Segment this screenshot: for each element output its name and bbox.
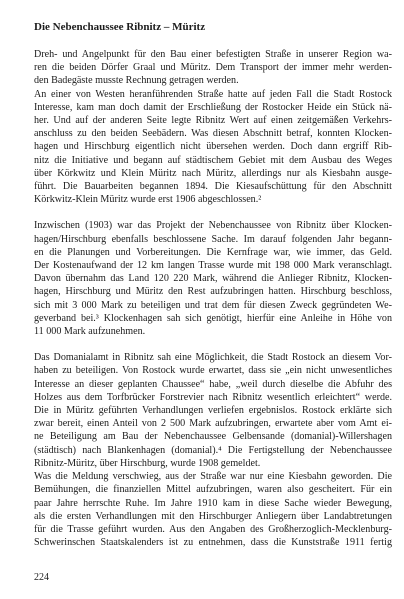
text-line: Die in Müritz geführten Verhandlungen verliefen ergebnislos. Rostock erklärte sich xyxy=(34,405,392,417)
paragraph-gap xyxy=(34,338,392,351)
text-line: Bemühungen, die finanziellen Mittel aufzubringen, waren also gescheitert. Für ein xyxy=(34,484,392,496)
text-line: über Körkwitz und Klein Müritz nach Müritz, allerdings nur als Kiesbahn ausge- xyxy=(34,167,392,179)
section-heading: Die Nebenchaussee Ribnitz – Müritz xyxy=(34,21,206,33)
text-line: her. Und auf der anderen Seite legte Ribnitz Wert auf einen zeitgemäßen Verkehrs- xyxy=(34,115,392,127)
text-line: Holzes aus dem Torfbrücker Forstrevier nach Ribnitz wesentlich erleichtert“ werde. xyxy=(34,391,392,403)
paragraph-2 xyxy=(34,219,392,338)
page-number: 224 xyxy=(34,572,49,583)
text-line: Dreh- und Angelpunkt für den Bau einer befestigten Straße in unserer Region wa- xyxy=(34,49,392,60)
text-line: Ribnitz-Müritz, über Hirschburg, wurde 1908 gemeldet. xyxy=(34,457,261,469)
text-line: (städtisch) nach Blankenhagen (domanial).⁴ Die Fertigstellung der Nebenchaussee xyxy=(34,444,392,456)
text-line: An einer von Westen heranführenden Straße hatte auf jeden Fall die Stadt Rostock xyxy=(34,88,392,100)
text-line: für die Trasse geführt wurden. Aus den Angaben des Großherzoglich-Mecklenburg- xyxy=(34,523,392,535)
text-line: en die Planungen und Vorbereitungen. Die Kernfrage war, wie immer, das Geld. xyxy=(34,246,392,258)
text-line: Inzwischen (1903) war das Projekt der Nebenchaussee von Ribnitz über Klocken- xyxy=(34,220,392,232)
paragraph-1 xyxy=(34,48,392,206)
text-line: Interesse an dieser geplanten Chaussee“ habe, „weil durch dieselbe die Abfuhr des xyxy=(34,378,392,390)
text-line: führt. Die Bauarbeiten begannen 1894. Die Kiesaufschüttung für den Abschnitt xyxy=(34,181,392,193)
text-line: haben zu beteiligen. Von Rostock wurde erwartet, dass sie „ein nicht unwesentliches xyxy=(34,365,392,377)
text-line: ne Beteiligung am Bau der Nebenchaussee Gelbensande (domanial)-Willershagen xyxy=(34,431,392,443)
text-line: Körkwitz-Klein Müritz wurde erst 1906 abgeschlossen.² xyxy=(34,194,262,206)
text-line: 11 000 Mark aufzunehmen. xyxy=(34,326,146,338)
text-line: hagen und Hirschburg eigentlich nicht übersehen werden. Doch dann ergriff Rib- xyxy=(34,141,392,153)
text-line: ren die beiden Dörfer Graal und Müritz. Dem Transport der immer mehr werden- xyxy=(34,62,392,74)
paragraph-gap xyxy=(34,206,392,219)
text-line: Was die Meldung verschwieg, aus der Straße war nur eine Kiesbahn geworden. Die xyxy=(34,471,392,483)
text-line: den Badegäste musste Rechnung getragen werden. xyxy=(34,75,239,87)
text-line: Davon übernahm das Land 120 220 Mark, während die Anlieger Ribnitz, Klocken- xyxy=(34,273,392,285)
text-line: anschluss zu den beiden Seebädern. Was diesen Abschnitt betraf, konnten Klocken- xyxy=(34,128,392,140)
text-line: nitz die Initiative und begann auf städtischem Gebiet mit dem Ausbau des Weges xyxy=(34,154,392,166)
text-line: Schwerinschen Staatskalenders ist zu entnehmen, dass die Kunststraße 1911 fertig xyxy=(34,537,392,549)
text-line: Der Kostenaufwand der 12 km langen Trasse wurde mit 198 000 Mark veranschlagt. xyxy=(34,260,392,272)
text-line: paar Jahre herrschte Ruhe. Im Jahre 1910 kam in diese Sache wieder Bewegung, xyxy=(34,497,392,509)
paragraph-3 xyxy=(34,351,392,549)
text-line: als die ersten Verhandlungen mit den Hirschburger Anliegern über Landabtretungen xyxy=(34,510,392,522)
text-line: Interesse, kam man doch damit der Erschließung der Rostocker Heide ein Stück nä- xyxy=(34,101,392,113)
text-line: geverband bei.³ Klockenhagen sah sich genötigt, hierfür eine Anleihe in Höhe von xyxy=(34,312,392,324)
text-line: hagen, Hirschburg und Müritz den Rest aufzubringen hatten. Hirschburg beschloss, xyxy=(34,286,392,298)
text-line: Das Domanialamt in Ribnitz sah eine Möglichkeit, die Stadt Rostock an diesem Vor- xyxy=(34,352,392,364)
text-line: zwar bereit, einen Anteil von 2 500 Mark aufzubringen, erwartete aber vom Amt ei- xyxy=(34,418,392,430)
text-line: sich mit 3 000 Mark zu beteiligen und trat dem für diesen Zweck gegründeten We- xyxy=(34,299,392,311)
text-line: hagen/Hirschburg ebenfalls beschlossene Sache. Im darauf folgenden Jahr begann- xyxy=(34,233,392,245)
